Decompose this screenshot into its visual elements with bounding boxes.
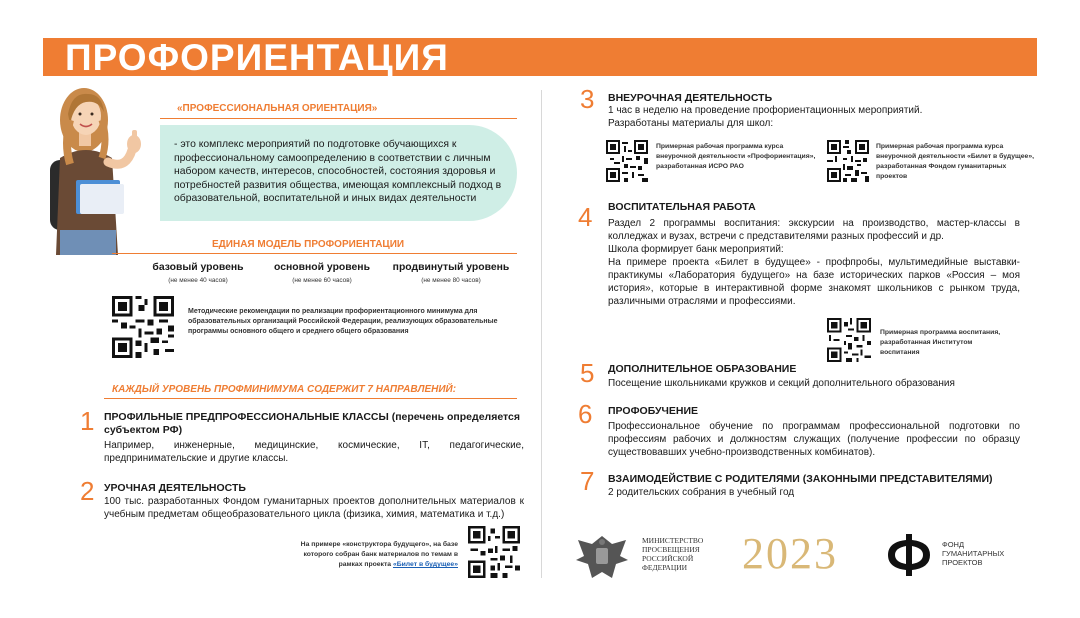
ministry-emblem-icon (572, 530, 632, 587)
ministry-line: ФЕДЕРАЦИИ (642, 563, 688, 572)
model-title: ЕДИНАЯ МОДЕЛЬ ПРОФОРИЕНТАЦИИ (212, 239, 405, 250)
note-text: рамках проекта (338, 561, 392, 568)
section-number-3: 3 (580, 84, 595, 114)
fund-line: ПРОЕКТОВ (942, 558, 983, 567)
year-text: 2023 (742, 529, 838, 578)
ticket-to-future-link[interactable]: «Билет в будущее» (392, 561, 458, 568)
level-name: продвинутый уровень (392, 262, 510, 273)
model-underline (112, 253, 517, 254)
ministry-line: РОССИЙСКОЙ (642, 554, 694, 563)
section-number-7: 7 (580, 466, 595, 496)
isro-program-text: Примерная рабочая программа курса внеурочной деятельности «Профориентация», разработанная ИСРО РАО (656, 143, 816, 170)
level-main (264, 262, 380, 284)
section-text-upbringing-bank: Школа формирует банк мероприятий: (608, 244, 784, 255)
qr-code-methodical[interactable] (112, 296, 174, 358)
ministry-line: МИНИСТЕРСТВО (642, 536, 704, 545)
methodical-recommendations-text: Методические рекомендации по реализации профориентационного минимума для образовательных организаций Российской Федерации, реализующих образовательные программы основного общего и среднего общего образования (188, 308, 498, 335)
header-banner (43, 38, 1037, 76)
note-line (250, 560, 458, 570)
ticket-program-text: Примерная рабочая программа курса внеурочной деятельности «Билет в будущее», разработанная Фондом гуманитарных проектов (876, 143, 1034, 180)
definition-text: - это комплекс мероприятий по подготовке обучающихся к профессиональному самоопределению в соответствии с личным набором качеств, интересов, способностей, состояния здоровья и потребностей развития общества, имеющая комплексный подход в образовательной, воспитательной и иных видах деятельности (174, 139, 502, 205)
section-title-extracurricular: ВНЕУРОЧНАЯ ДЕЯТЕЛЬНОСТЬ (608, 92, 773, 104)
qr-code-ticket-program[interactable] (827, 140, 869, 182)
section-text-upbringing-example: На примере проекта «Билет в будущее» - профпробы, мультимедийные выставки-практикумы «Лаборатория будущего» на базе исторических парков «Россия – моя история», которые в интерактивной форме знакомят школьников с рынком труда, различными отраслями и профессиями. (608, 257, 1020, 307)
title-underline (160, 118, 517, 119)
section-title-parents: ВЗАИМОДЕЙСТВИЕ С РОДИТЕЛЯМИ (ЗАКОННЫМИ ПРЕДСТАВИТЕЛЯМИ) (608, 473, 993, 485)
fund-line: ФОНД (942, 540, 965, 549)
ministry-line: ПРОСВЕЩЕНИЯ (642, 545, 700, 554)
section-title-profile-classes: ПРОФИЛЬНЫЕ ПРЕДПРОФЕССИОНАЛЬНЫЕ КЛАССЫ (перечень определяется субъектом РФ) (104, 411, 520, 436)
section-title-additional-education: ДОПОЛНИТЕЛЬНОЕ ОБРАЗОВАНИЕ (608, 363, 797, 375)
fund-logo-icon (884, 532, 934, 583)
directions-title: КАЖДЫЙ УРОВЕНЬ ПРОФМИНИМУМА СОДЕРЖИТ 7 НАПРАВЛЕНИЙ: (112, 384, 457, 395)
section-number-5: 5 (580, 358, 595, 388)
level-advanced (386, 262, 516, 284)
note-line: На примере «конструктора будущего», на базе (300, 541, 458, 548)
section-text-lessons: 100 тыс. разработанных Фондом гуманитарных проектов дополнительных материалов к учебным предметам общеобразовательного цикла (физика, химия, математика и т.д.) (104, 496, 524, 520)
column-divider (541, 90, 542, 578)
fund-logo-text (942, 540, 1004, 567)
constructor-note (250, 540, 458, 570)
page-title: ПРОФОРИЕНТАЦИЯ (65, 37, 449, 78)
ministry-logo-text (642, 536, 703, 572)
upbringing-program-text: Примерная программа воспитания, разработанная Институтом воспитания (880, 329, 1001, 356)
section-number-2: 2 (80, 476, 95, 506)
section-text-vocational-training: Профессиональное обучение по программам профессиональной подготовки по профессиям рабочих и должностям служащих (получение профессии по образцу существовавших учебно-производственных комбинатов). (608, 421, 1020, 458)
fund-line: ГУМАНИТАРНЫХ (942, 549, 1005, 558)
section-text-profile-classes: Например, инженерные, медицинские, космические, IT, педагогические, предпринимательские и другие классы. (104, 440, 524, 464)
level-hours: (не менее 60 часов) (292, 277, 352, 284)
section-number-4: 4 (578, 202, 593, 232)
section-text-extracurricular: 1 час в неделю на проведение профориентационных мероприятий. Разработаны материалы для школ: (608, 105, 923, 129)
section-text-parents: 2 родительских собрания в учебный год (608, 487, 795, 498)
qr-code-isro[interactable] (606, 140, 648, 182)
section-text-additional-education: Посещение школьниками кружков и секций дополнительного образования (608, 378, 955, 389)
prof-orientation-title: «ПРОФЕССИОНАЛЬНАЯ ОРИЕНТАЦИЯ» (177, 103, 378, 114)
qr-code-constructor[interactable] (468, 526, 520, 578)
qr-code-upbringing[interactable] (827, 318, 871, 362)
directions-underline (104, 398, 517, 399)
level-hours: (не менее 40 часов) (168, 277, 228, 284)
section-title-upbringing: ВОСПИТАТЕЛЬНАЯ РАБОТА (608, 201, 756, 213)
note-line: которого собран банк материалов по темам в (303, 551, 458, 558)
year-2023-logo (742, 528, 852, 580)
section-number-1: 1 (80, 406, 95, 436)
student-illustration (46, 80, 166, 255)
level-basic (148, 262, 248, 284)
level-name: базовый уровень (152, 262, 244, 273)
section-text-upbringing: Раздел 2 программы воспитания: экскурсии на производство, мастер-классы в колледжах и вузах, встречи с представителями разных профессий и др. (608, 218, 1020, 242)
level-name: основной уровень (274, 262, 370, 273)
section-number-6: 6 (578, 399, 593, 429)
level-hours: (не менее 80 часов) (421, 277, 481, 284)
section-title-lessons: УРОЧНАЯ ДЕЯТЕЛЬНОСТЬ (104, 482, 246, 494)
section-title-vocational-training: ПРОФОБУЧЕНИЕ (608, 405, 699, 417)
